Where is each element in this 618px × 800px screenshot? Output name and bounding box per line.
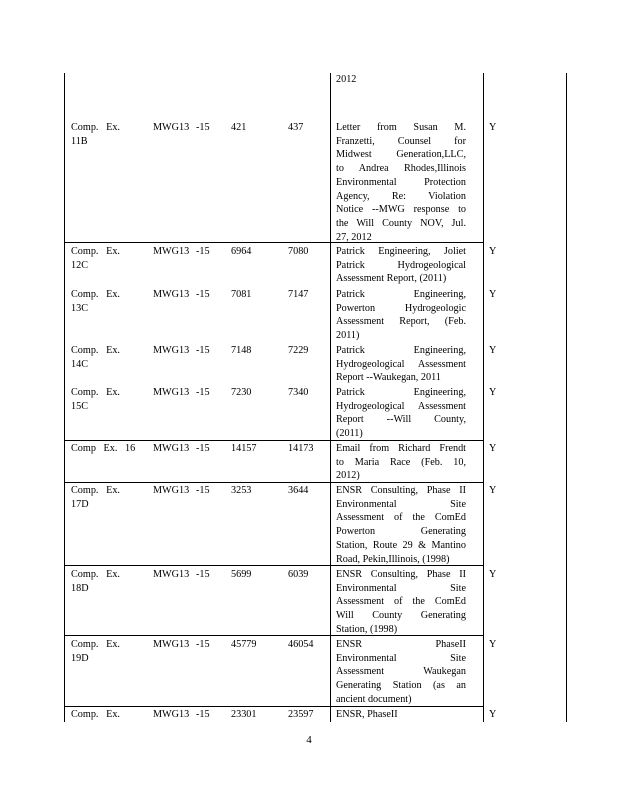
description-line: to Andrea Rhodes,Illinois — [336, 163, 466, 175]
description-line: Agency, Re: Violation — [336, 190, 466, 202]
document-description — [336, 442, 466, 483]
document-description — [336, 708, 466, 722]
exhibit-label-line: Comp. Ex. — [71, 289, 120, 300]
description-line: ancient document) — [336, 693, 412, 705]
description-line: Environmental Site — [336, 652, 466, 664]
description-line: Patrick Engineering, Joliet — [336, 246, 466, 257]
description-continuation — [336, 73, 466, 87]
bates-prefix: MWG13 — [153, 709, 190, 720]
description-line: Assessment Report, (2011) — [336, 273, 447, 285]
description-line: Hydrogeological Assessment — [336, 400, 466, 412]
flag-value: Y — [489, 387, 497, 398]
description-line: Environmental Site — [336, 498, 466, 510]
bates-start: 23301 — [231, 709, 257, 720]
bates-suffix: -15 — [196, 122, 210, 133]
bates-end: 7080 — [288, 246, 309, 257]
bates-end: 3644 — [288, 485, 309, 496]
exhibit-label-line: Comp. Ex. — [71, 485, 120, 496]
bates-prefix: MWG13 — [153, 569, 190, 580]
bates-start: 3253 — [231, 485, 252, 496]
document-description — [336, 386, 466, 441]
flag-value: Y — [489, 443, 497, 454]
bates-prefix: MWG13 — [153, 485, 190, 496]
bates-suffix: -15 — [196, 443, 210, 454]
description-line: Assessment of the ComEd — [336, 596, 466, 608]
exhibit-label-line: Comp. Ex. — [71, 387, 120, 398]
bates-end: 6039 — [288, 569, 309, 580]
bates-end: 23597 — [288, 709, 314, 720]
exhibit-label — [71, 708, 120, 722]
exhibit-label — [71, 386, 120, 413]
description-line: (2011) — [336, 428, 363, 440]
flag-value: Y — [489, 289, 497, 300]
bates-suffix: -15 — [196, 345, 210, 356]
bates-start: 6964 — [231, 246, 252, 257]
document-description — [336, 288, 466, 343]
description-line: ENSR, PhaseII — [336, 709, 398, 720]
description-line: Powerton Hydrogeologic — [336, 302, 466, 314]
description-line: Assessment Report, (Feb. — [336, 316, 466, 328]
description-line: Assessment Waukegan — [336, 666, 466, 678]
description-line: Environmental Site — [336, 582, 466, 594]
description-line: Environmental Protection — [336, 176, 466, 188]
bates-suffix: -15 — [196, 709, 210, 720]
exhibit-label-line: 12C — [71, 259, 88, 271]
bates-prefix: MWG13 — [153, 345, 190, 356]
bates-end: 46054 — [288, 639, 314, 650]
exhibit-label-line: Comp. Ex. — [71, 345, 120, 356]
exhibit-label-line: Comp. Ex. — [71, 709, 120, 720]
flag-value: Y — [489, 246, 497, 257]
description-line: 2011) — [336, 330, 360, 342]
exhibit-label-line: Comp Ex. 16 — [71, 443, 136, 454]
description-line: Patrick Engineering, — [336, 387, 466, 398]
bates-start: 14157 — [231, 443, 257, 454]
flag-value: Y — [489, 569, 497, 580]
table-left-border — [64, 73, 65, 722]
description-line: Franzetti, Counsel for — [336, 135, 466, 147]
description-line: Report --Will County, — [336, 414, 466, 426]
bates-prefix: MWG13 — [153, 443, 190, 454]
exhibit-label — [71, 288, 120, 315]
description-line: Patrick Hydrogeological — [336, 259, 466, 271]
bates-end: 14173 — [288, 443, 314, 454]
description-line: 2012 — [336, 74, 357, 85]
description-line: Email from Richard Frendt — [336, 443, 466, 454]
document-description — [336, 568, 466, 637]
page-number: 4 — [306, 734, 312, 746]
bates-prefix: MWG13 — [153, 289, 190, 300]
document-description — [336, 245, 466, 286]
exhibit-label — [71, 121, 120, 148]
description-line: Station, Route 29 & Mantino — [336, 539, 466, 551]
bates-suffix: -15 — [196, 387, 210, 398]
exhibit-label-line: 15C — [71, 400, 88, 412]
bates-suffix: -15 — [196, 639, 210, 650]
description-line: Will County Generating — [336, 610, 466, 622]
description-line: Patrick Engineering, — [336, 289, 466, 300]
exhibit-label — [71, 344, 120, 371]
bates-suffix: -15 — [196, 289, 210, 300]
document-description — [336, 484, 466, 566]
exhibit-label-line: 17D — [71, 498, 89, 510]
exhibit-label-line: Comp. Ex. — [71, 569, 120, 580]
description-line: ENSR Consulting, Phase II — [336, 485, 466, 496]
bates-suffix: -15 — [196, 485, 210, 496]
bates-start: 7148 — [231, 345, 252, 356]
bates-suffix: -15 — [196, 246, 210, 257]
bates-prefix: MWG13 — [153, 387, 190, 398]
bates-end: 7147 — [288, 289, 309, 300]
flag-value: Y — [489, 345, 497, 356]
description-line: Assessment of the ComEd — [336, 512, 466, 524]
exhibit-label-line: 11B — [71, 135, 88, 147]
exhibit-label-line: 19D — [71, 652, 89, 664]
description-line: Hydrogeological Assessment — [336, 358, 466, 370]
bates-prefix: MWG13 — [153, 122, 190, 133]
description-line: Notice --MWG response to — [336, 204, 466, 216]
bates-start: 5699 — [231, 569, 252, 580]
exhibit-label — [71, 638, 120, 665]
flag-value: Y — [489, 122, 497, 133]
description-line: Letter from Susan M. — [336, 122, 466, 133]
exhibit-label — [71, 442, 135, 456]
description-line: Patrick Engineering, — [336, 345, 466, 356]
table-description-divider — [330, 73, 331, 722]
flag-value: Y — [489, 639, 497, 650]
exhibit-label-line: 14C — [71, 358, 88, 370]
bates-end: 437 — [288, 122, 304, 133]
exhibit-label-line: 18D — [71, 582, 89, 594]
flag-value: Y — [489, 709, 497, 720]
description-line: the Will County NOV, Jul. — [336, 217, 466, 229]
exhibit-label-line: 13C — [71, 302, 88, 314]
bates-prefix: MWG13 — [153, 639, 190, 650]
document-description — [336, 638, 466, 707]
bates-start: 7230 — [231, 387, 252, 398]
exhibit-label-line: Comp. Ex. — [71, 122, 120, 133]
flag-value: Y — [489, 485, 497, 496]
exhibit-label-line: Comp. Ex. — [71, 246, 120, 257]
bates-end: 7340 — [288, 387, 309, 398]
description-line: Road, Pekin,Illinois, (1998) — [336, 553, 450, 565]
bates-suffix: -15 — [196, 569, 210, 580]
description-line: Station, (1998) — [336, 623, 398, 635]
bates-start: 421 — [231, 122, 247, 133]
document-description — [336, 344, 466, 385]
exhibit-label-line: Comp. Ex. — [71, 639, 120, 650]
bates-start: 7081 — [231, 289, 252, 300]
document-description — [336, 121, 466, 244]
description-line: Generating Station (as an — [336, 680, 466, 692]
description-line: Powerton Generating — [336, 526, 466, 538]
description-line: Report --Waukegan, 2011 — [336, 372, 441, 384]
table-flag-divider — [483, 73, 484, 722]
table-right-border — [566, 73, 567, 722]
bates-end: 7229 — [288, 345, 309, 356]
description-line: to Maria Race (Feb. 10, — [336, 456, 466, 468]
exhibit-label — [71, 484, 120, 511]
description-line: Midwest Generation,LLC, — [336, 149, 466, 161]
description-line: ENSR PhaseII — [336, 639, 466, 650]
description-line: ENSR Consulting, Phase II — [336, 569, 466, 580]
bates-prefix: MWG13 — [153, 246, 190, 257]
description-line: 27, 2012 — [336, 231, 372, 243]
exhibit-label — [71, 568, 120, 595]
bates-start: 45779 — [231, 639, 257, 650]
description-line: 2012) — [336, 470, 360, 482]
exhibit-label — [71, 245, 120, 272]
